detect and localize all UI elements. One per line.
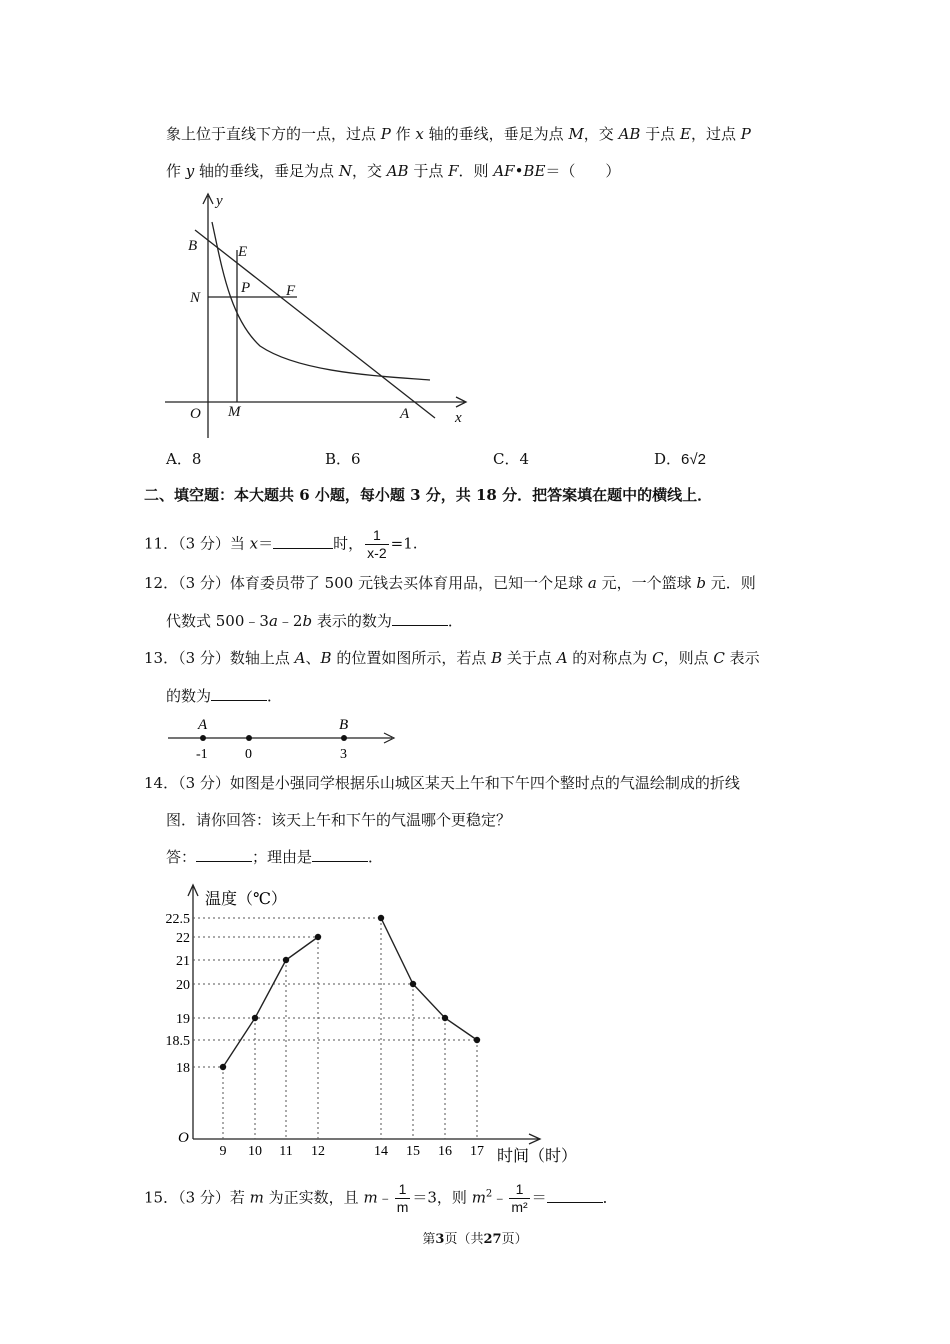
y-tick-label: 22.5: [165, 912, 190, 927]
q12-line2: 代数式 500﹣3a﹣2b 表示的数为 ．: [166, 612, 463, 630]
q13-number-line: [160, 712, 400, 762]
point-zero-dot: [246, 735, 252, 741]
y-tick-label: 18.5: [165, 1034, 190, 1049]
x-tick-label: 16: [438, 1144, 452, 1159]
label-n: N: [190, 290, 201, 306]
q14-line1: 14．（3 分）如图是小强同学根据乐山城区某天上午和下午四个整时点的气温绘制成的折线: [144, 774, 740, 792]
point-b-label: B: [339, 717, 349, 733]
option-b: B．6: [325, 450, 361, 468]
tick-label: 3: [340, 747, 347, 762]
y-tick-label: 19: [176, 1012, 190, 1027]
section2-heading: 二、填空题：本大题共 6 小题，每小题 3 分，共 18 分．把答案填在题中的横线上．: [144, 486, 713, 504]
data-point: [283, 957, 289, 963]
data-point: [252, 1015, 258, 1021]
label-m: M: [228, 404, 241, 420]
label-b: B: [188, 238, 198, 254]
page-footer: 第3页（共27页）: [422, 1232, 528, 1247]
q10-figure: [160, 188, 480, 443]
x-tick-label: 11: [279, 1144, 293, 1159]
series-line-0: [223, 937, 318, 1067]
q13-line1: 13．（3 分）数轴上点 A、B 的位置如图所示，若点 B 关于点 A 的对称点为 C，则点 C 表示: [144, 649, 760, 667]
label-x: x: [455, 410, 462, 426]
option-c: C．4: [493, 450, 530, 468]
x-tick-label: 17: [470, 1144, 484, 1159]
label-o: O: [190, 406, 201, 422]
point-b-dot: [341, 735, 347, 741]
temperature-chart: [160, 880, 600, 1170]
q14-line3: 答： ；理由是 ．: [166, 848, 384, 866]
data-point: [410, 981, 416, 987]
q15: 15．（3 分）若 m 为正实数，且 m﹣ $\frac{1}{m}$ ＝3，则 $m^2﹣$ $\frac{1}{\text{m²}}$ ＝ ．: [144, 1181, 618, 1215]
q14-line2: 图．请你回答：该天上午和下午的气温哪个更稳定？: [166, 811, 512, 829]
q15-fraction2: $\frac{1}{\text{m²}}$: [511, 1181, 528, 1215]
chart-y-label: 温度（℃）: [205, 891, 287, 908]
tick-label: -1: [196, 747, 208, 762]
q11: 11．（3 分）当 x＝ 时， $\frac{1}{x-2}$ =1.: [144, 527, 418, 561]
series-line-1: [381, 918, 477, 1040]
data-point: [315, 934, 321, 940]
y-tick-label: 18: [176, 1061, 190, 1076]
x-tick-label: 12: [311, 1144, 325, 1159]
x-tick-label: 14: [374, 1144, 388, 1159]
label-p: P: [241, 280, 251, 296]
x-tick-label: 10: [248, 1144, 262, 1159]
data-point: [220, 1064, 226, 1070]
option-d: D．6√2: [654, 450, 706, 468]
q11-fraction: $\frac{1}{x-2}$: [367, 527, 387, 561]
data-point: [474, 1037, 480, 1043]
data-point: [378, 915, 384, 921]
line-ab: [195, 230, 435, 418]
label-e: E: [238, 244, 248, 260]
x-tick-label: 9: [219, 1144, 227, 1159]
x-tick-label: 15: [406, 1144, 420, 1159]
q12-line1: 12．（3 分）体育委员带了 500 元钱去买体育用品，已知一个足球 a 元，一个篮球 b 元．则: [144, 574, 756, 592]
q10-line1: 象上位于直线下方的一点，过点 P 作 x 轴的垂线，垂足为点 M，交 AB 于点 E，过点 P: [166, 125, 751, 143]
q13-line2: 的数为 ．: [166, 687, 283, 705]
tick-label: 0: [245, 747, 252, 762]
label-a: A: [400, 406, 410, 422]
point-a-dot: [200, 735, 206, 741]
chart-x-label: 时间（时）: [497, 1148, 578, 1165]
y-tick-label: 21: [176, 954, 190, 969]
data-point: [442, 1015, 448, 1021]
label-f: F: [286, 283, 296, 299]
y-tick-label: 22: [176, 931, 190, 946]
y-tick-label: 20: [176, 978, 190, 993]
point-a-label: A: [198, 717, 208, 733]
q10-line2: 作 y 轴的垂线，垂足为点 N，交 AB 于点 F．则 AF•BE＝（ ）: [166, 162, 621, 180]
q15-fraction1: $\frac{1}{m}$: [396, 1181, 409, 1215]
label-y: y: [216, 193, 223, 209]
chart-origin-label: O: [178, 1130, 189, 1146]
option-a: A．8: [166, 450, 202, 468]
